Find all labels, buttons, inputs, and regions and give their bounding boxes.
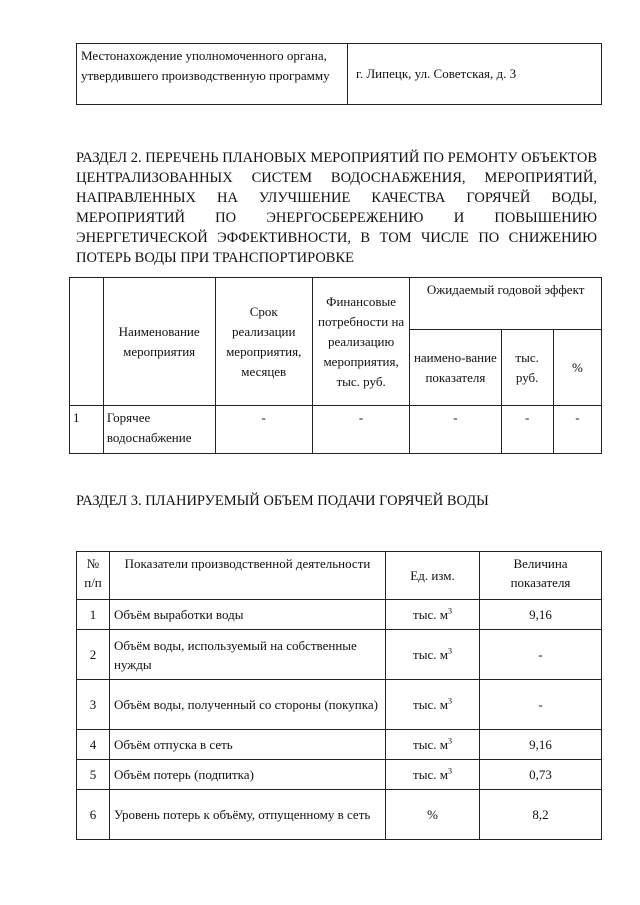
unit-text: тыс. м — [413, 647, 448, 662]
row-value: - — [480, 630, 602, 680]
row-indicator: - — [410, 406, 501, 454]
row-name: Горячее водоснабжение — [103, 406, 215, 454]
row-num: 1 — [77, 600, 110, 630]
table-row — [77, 680, 602, 730]
measure-name-header: Наименование мероприятия — [103, 278, 215, 406]
row-unit — [386, 760, 480, 790]
row-percent: - — [553, 406, 601, 454]
value-header: Величина показателя — [480, 552, 602, 600]
row-value: 9,16 — [480, 600, 602, 630]
unit-text: тыс. м — [413, 737, 448, 752]
table-row — [77, 600, 602, 630]
row-value: 8,2 — [480, 790, 602, 840]
num-header: № п/п — [77, 552, 110, 600]
row-thousand-rub: - — [501, 406, 553, 454]
unit-text: тыс. м — [413, 607, 448, 622]
authority-table — [76, 43, 602, 105]
row-num: 5 — [77, 760, 110, 790]
row-value: - — [480, 680, 602, 730]
row-name: Объём воды, полученный со стороны (покупка) — [110, 680, 386, 730]
indicator-header: наимено-вание показателя — [410, 330, 501, 406]
table-row — [70, 406, 602, 454]
row-finance: - — [312, 406, 409, 454]
unit-superscript: 3 — [447, 766, 452, 776]
volume-table-body — [77, 600, 602, 840]
row-name: Уровень потерь к объёму, отпущенному в сеть — [110, 790, 386, 840]
unit-text: тыс. м — [413, 767, 448, 782]
row-unit — [386, 600, 480, 630]
table-row — [77, 760, 602, 790]
row-term: - — [215, 406, 312, 454]
row-num: 3 — [77, 680, 110, 730]
finance-header: Финансовые потребности на реализацию мероприятия, тыс. руб. — [312, 278, 409, 406]
unit-superscript: 3 — [447, 646, 452, 656]
row-num: 4 — [77, 730, 110, 760]
table-header-row — [70, 278, 602, 330]
section2-heading: РАЗДЕЛ 2. ПЕРЕЧЕНЬ ПЛАНОВЫХ МЕРОПРИЯТИЙ ПО РЕМОНТУ ОБЪЕКТОВ ЦЕНТРАЛИЗОВАННЫХ СИСТЕМ ВОДОСНАБЖЕНИЯ, МЕРОПРИЯТИЙ, НАПРАВЛЕННЫХ НА УЛУЧШЕНИЕ КАЧЕСТВА ГОРЯЧЕЙ ВОДЫ, МЕРОПРИЯТИЙ ПО ЭНЕРГОСБЕРЕЖЕНИЮ И ПОВЫШЕНИЮ ЭНЕРГЕТИЧЕСКОЙ ЭФФЕКТИВНОСТИ, В ТОМ ЧИСЛЕ ПО СНИЖЕНИЮ ПОТЕРЬ ВОДЫ ПРИ ТРАНСПОРТИРОВКЕ — [76, 150, 597, 266]
unit-header: Ед. изм. — [386, 552, 480, 600]
table-header-row — [77, 552, 602, 600]
row-name: Объём воды, используемый на собственные нужды — [110, 630, 386, 680]
unit-text: % — [427, 807, 438, 822]
term-header: Срок реализации мероприятия, месяцев — [215, 278, 312, 406]
row-value: 0,73 — [480, 760, 602, 790]
table-row — [77, 790, 602, 840]
thousand-rub-header: тыс. руб. — [501, 330, 553, 406]
authority-label: Местонахождение уполномоченного органа, утвердившего производственную программу — [77, 44, 348, 105]
row-name: Объём отпуска в сеть — [110, 730, 386, 760]
name-header: Показатели производственной деятельности — [110, 552, 386, 600]
volume-table — [76, 551, 602, 840]
unit-superscript: 3 — [447, 736, 452, 746]
unit-superscript: 3 — [447, 606, 452, 616]
authority-value: г. Липецк, ул. Советская, д. 3 — [348, 44, 602, 105]
row-name: Объём выработки воды — [110, 600, 386, 630]
table-row — [77, 730, 602, 760]
unit-superscript: 3 — [447, 696, 452, 706]
row-unit — [386, 680, 480, 730]
row-num: 2 — [77, 630, 110, 680]
row-unit — [386, 630, 480, 680]
percent-header: % — [553, 330, 601, 406]
section3-heading: РАЗДЕЛ 3. ПЛАНИРУЕМЫЙ ОБЪЕМ ПОДАЧИ ГОРЯЧЕЙ ВОДЫ — [76, 493, 489, 509]
measures-table — [69, 277, 602, 454]
effect-header: Ожидаемый годовой эффект — [410, 278, 602, 330]
row-unit — [386, 730, 480, 760]
num-header-cell — [70, 278, 104, 406]
row-num: 1 — [70, 406, 104, 454]
row-unit — [386, 790, 480, 840]
unit-text: тыс. м — [413, 697, 448, 712]
row-num: 6 — [77, 790, 110, 840]
table-row — [77, 630, 602, 680]
row-value: 9,16 — [480, 730, 602, 760]
row-name: Объём потерь (подпитка) — [110, 760, 386, 790]
table-row — [77, 44, 602, 105]
